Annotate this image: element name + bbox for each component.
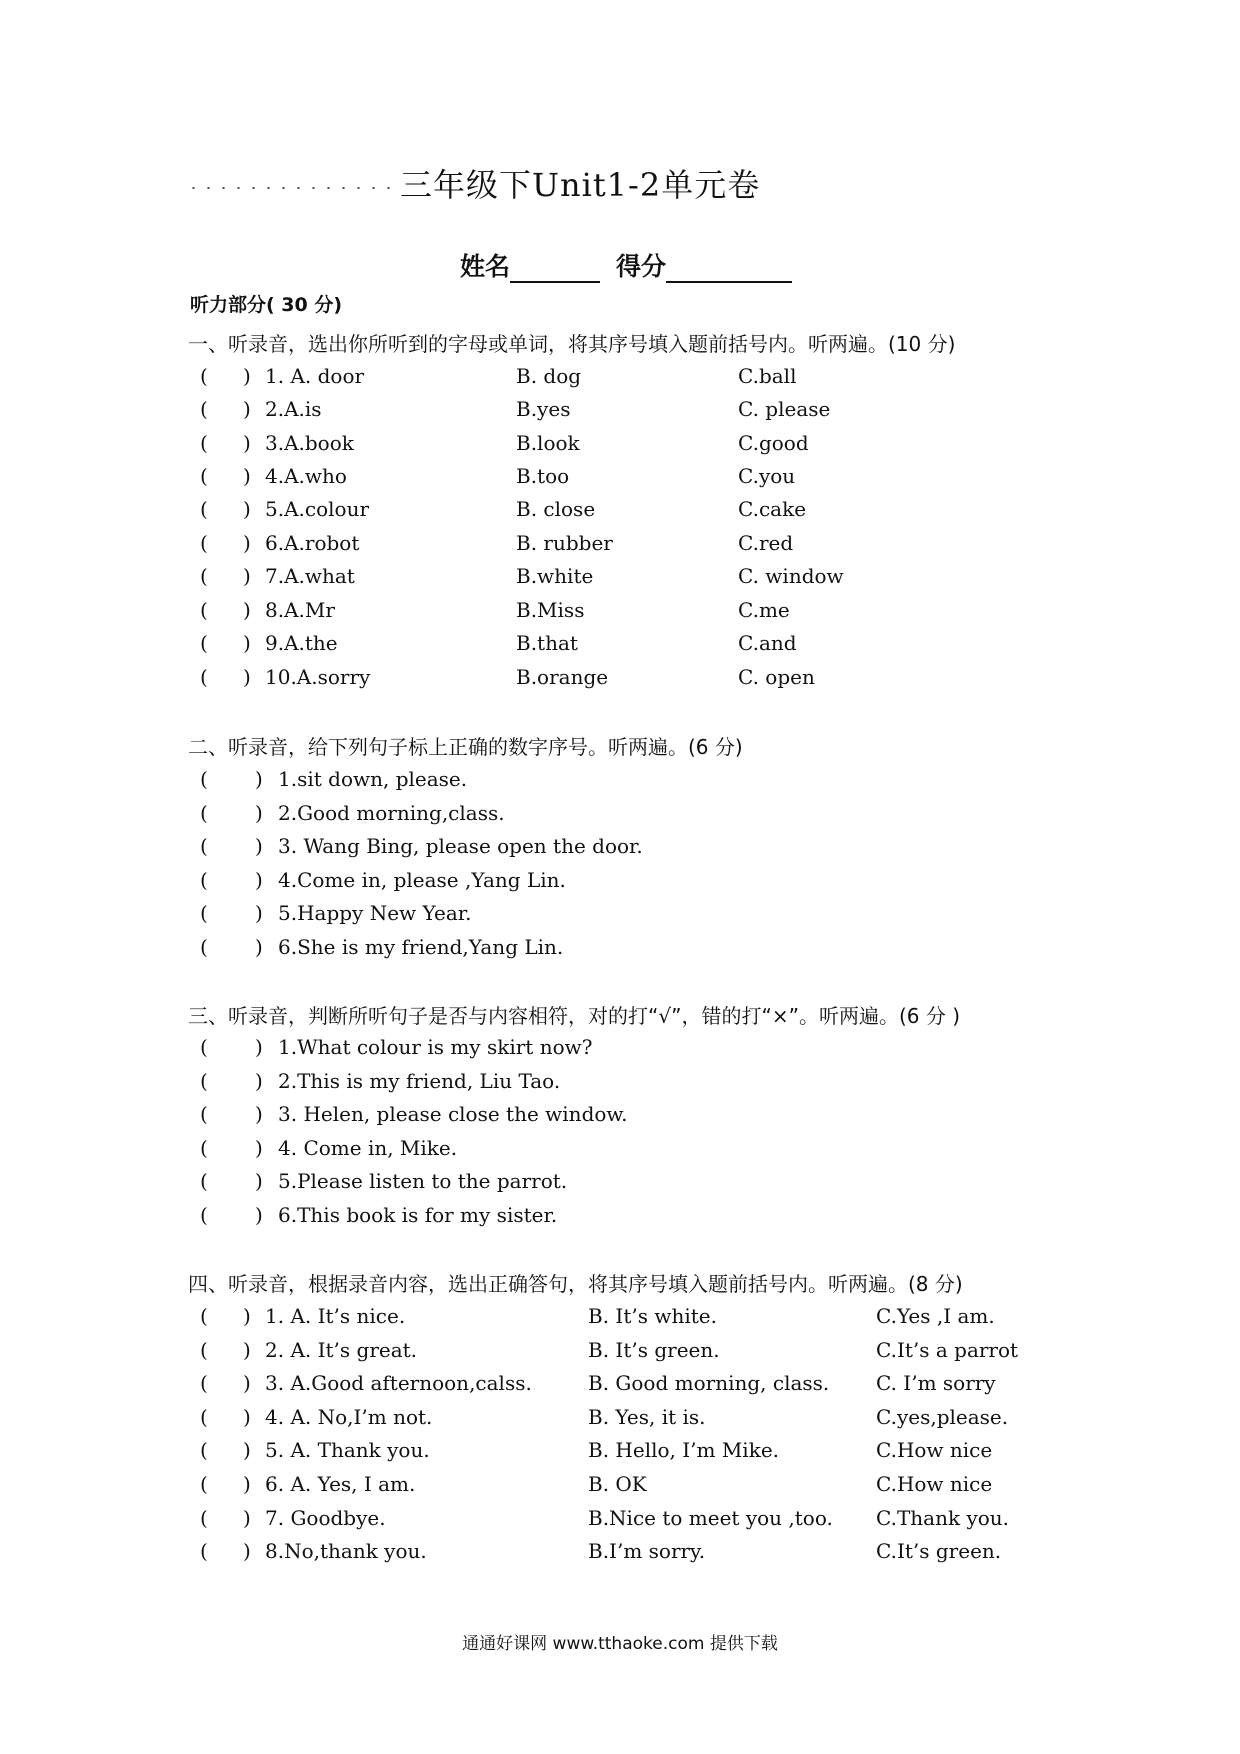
section1-heading: 一、听录音，选出你所听到的字母或单词，将其序号填入题前括号内。听两遍。(10 分): [188, 332, 956, 356]
section4-row: ( ) 1. A. It’s nice. B. It’s white. C.Yes ,I am.: [200, 1304, 995, 1328]
section3-row: ( ) 3. Helen, please close the window.: [200, 1102, 628, 1126]
section2-row: ( ) 6.She is my friend,Yang Lin.: [200, 935, 564, 959]
section1-row: ( ) 6.A.robot B. rubber C.red: [200, 531, 794, 555]
part-label: 听力部分( 30 分): [190, 294, 343, 316]
section4-row: ( ) 3. A.Good afternoon,calss. B. Good morning, class. C. I’m sorry: [200, 1371, 996, 1395]
section2-row: ( ) 3. Wang Bing, please open the door.: [200, 834, 643, 858]
score-label: 得分: [616, 252, 667, 281]
section1-row: ( ) 3.A.book B.look C.good: [200, 431, 809, 455]
section1-row: ( ) 9.A.the B.that C.and: [200, 631, 797, 655]
section3-heading: 三、听录音，判断所听句子是否与内容相符，对的打“√”，错的打“×”。听两遍。(6 分 ): [188, 1004, 960, 1028]
section1-row: ( ) 7.A.what B.white C. window: [200, 564, 844, 588]
section2-heading: 二、听录音，给下列句子标上正确的数字序号。听两遍。(6 分): [188, 735, 743, 759]
page-title: 三年级下Unit1-2单元卷: [400, 166, 761, 204]
score-blank[interactable]: [666, 259, 792, 283]
section2-row: ( ) 2.Good morning,class.: [200, 801, 505, 825]
section4-row: ( ) 5. A. Thank you. B. Hello, I’m Mike. C.How nice: [200, 1438, 993, 1462]
section4-row: ( ) 6. A. Yes, I am. B. OK C.How nice: [200, 1472, 993, 1496]
section3-row: ( ) 1.What colour is my skirt now?: [200, 1035, 593, 1059]
section4-row: ( ) 8.No,thank you. B.I’m sorry. C.It’s green.: [200, 1539, 1002, 1563]
section1-row: ( ) 5.A.colour B. close C.cake: [200, 497, 807, 521]
section3-row: ( ) 6.This book is for my sister.: [200, 1203, 558, 1227]
section1-row: ( ) 2.A.is B.yes C. please: [200, 397, 831, 421]
section3-row: ( ) 5.Please listen to the parrot.: [200, 1169, 568, 1193]
section4-row: ( ) 4. A. No,I’m not. B. Yes, it is. C.yes,please.: [200, 1405, 1009, 1429]
section1-row: ( ) 4.A.who B.too C.you: [200, 464, 796, 488]
section1-row: ( ) 10.A.sorry B.orange C. open: [200, 665, 815, 689]
section1-row: ( ) 1. A. door B. dog C.ball: [200, 364, 797, 388]
name-label: 姓名: [460, 252, 511, 281]
section2-row: ( ) 1.sit down, please.: [200, 767, 468, 791]
section4-heading: 四、听录音，根据录音内容，选出正确答句，将其序号填入题前括号内。听两遍。(8 分): [188, 1272, 963, 1296]
name-score-line: [460, 247, 792, 283]
section3-row: ( ) 4. Come in, Mike.: [200, 1136, 458, 1160]
dotted-leader: [186, 186, 396, 190]
section2-row: ( ) 5.Happy New Year.: [200, 901, 472, 925]
section1-row: ( ) 8.A.Mr B.Miss C.me: [200, 598, 790, 622]
section3-row: ( ) 2.This is my friend, Liu Tao.: [200, 1069, 561, 1093]
footer-credit: 通通好课网 www.tthaoke.com 提供下载: [462, 1634, 778, 1654]
section4-row: ( ) 7. Goodbye. B.Nice to meet you ,too. C.Thank you.: [200, 1506, 1010, 1530]
name-blank[interactable]: [510, 259, 600, 283]
section2-row: ( ) 4.Come in, please ,Yang Lin.: [200, 868, 566, 892]
section4-row: ( ) 2. A. It’s great. B. It’s green. C.It’s a parrot: [200, 1338, 1019, 1362]
